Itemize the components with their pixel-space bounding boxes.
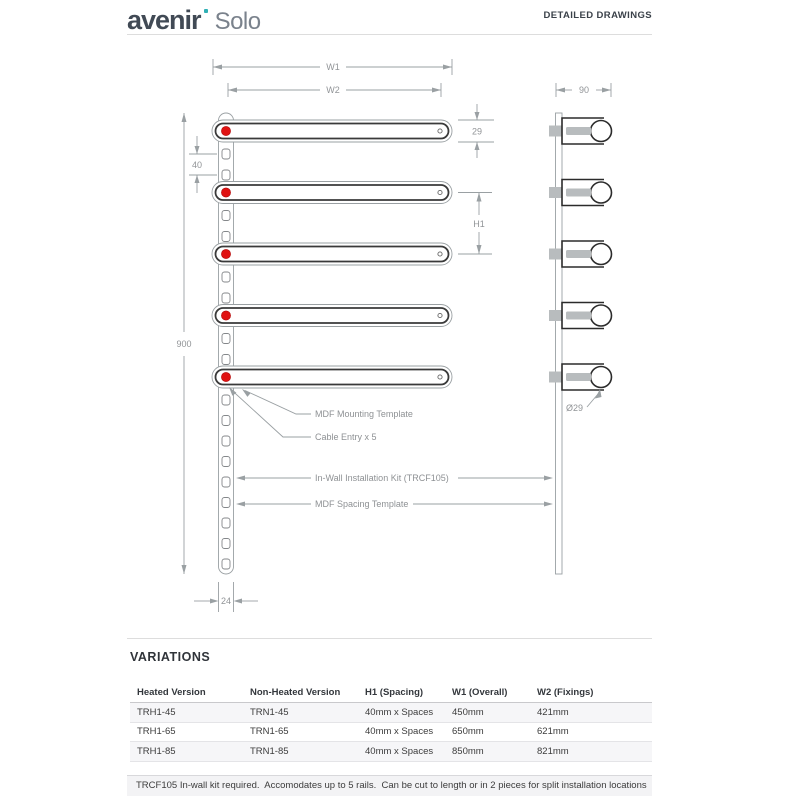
column-header-w1: W1 (Overall)	[452, 682, 537, 703]
dimension-label-900: 900	[176, 339, 192, 349]
cell-w1: 450mm	[452, 703, 537, 723]
dimension-w2	[228, 83, 441, 97]
cell-heated: TRH1-45	[130, 703, 250, 723]
dimension-rail-spacing	[458, 193, 492, 255]
dimension-w1	[213, 59, 452, 75]
section-divider	[127, 638, 652, 639]
dimension-label-24: 24	[220, 596, 232, 606]
variations-table	[130, 682, 652, 762]
column-header-nonheated: Non-Heated Version	[250, 682, 365, 703]
table-row	[130, 703, 652, 723]
dimension-hole-spacing	[189, 136, 217, 193]
rails-side	[549, 118, 612, 390]
dimension-strip-length	[176, 113, 191, 574]
column-header-h1: H1 (Spacing)	[365, 682, 452, 703]
cell-h1: 40mm x Spaces	[365, 742, 452, 762]
dimension-label-40: 40	[191, 160, 203, 170]
variations-title: VARIATIONS	[130, 650, 211, 664]
dimension-side-depth	[556, 83, 611, 97]
cell-heated: TRH1-85	[130, 742, 250, 762]
dimension-label-29: 29	[471, 126, 483, 137]
brand-name: avenir	[127, 5, 208, 35]
cell-w1: 850mm	[452, 742, 537, 762]
cell-h1: 40mm x Spaces	[365, 703, 452, 723]
dimension-rail-height	[458, 104, 494, 158]
table-header-row	[130, 682, 652, 703]
dimension-label-90: 90	[578, 85, 590, 95]
product-name: Solo	[214, 8, 261, 35]
dimension-rail-diameter	[566, 389, 602, 413]
cell-heated: TRH1-65	[130, 722, 250, 742]
dimension-label-h1: H1	[473, 219, 485, 229]
column-header-w2: W2 (Fixings)	[537, 682, 652, 703]
rails-front	[212, 120, 452, 388]
annotation-label-mounting-template: MDF Mounting Template	[315, 409, 413, 419]
annotation-label-cable-entry: Cable Entry x 5	[315, 432, 377, 442]
page-label: DETAILED DRAWINGS	[543, 10, 652, 21]
cell-w2: 421mm	[537, 703, 652, 723]
table-row	[130, 742, 652, 762]
annotation-label-inwall-kit: In-Wall Installation Kit (TRCF105)	[315, 473, 449, 483]
cell-w2: 821mm	[537, 742, 652, 762]
annotation-spacing-template	[236, 499, 553, 509]
annotation-inwall-kit	[236, 473, 553, 483]
column-header-heated: Heated Version	[130, 682, 250, 703]
cell-nonheated: TRN1-45	[250, 703, 365, 723]
annotation-mounting-template	[242, 389, 413, 419]
dimension-label-w1: W1	[326, 62, 340, 72]
wall-strip-side	[556, 113, 563, 574]
cell-nonheated: TRN1-85	[250, 742, 365, 762]
table-row	[130, 722, 652, 742]
dimension-label-dia29: Ø29	[566, 403, 584, 413]
cell-w2: 621mm	[537, 722, 652, 742]
front-view	[176, 59, 553, 612]
installation-note: TRCF105 In-wall kit required. Accomodates up to 5 rails. Can be cut to length or in 2 pieces for split installation locations	[127, 775, 652, 796]
dimension-strip-width	[194, 582, 258, 612]
cell-w1: 650mm	[452, 722, 537, 742]
annotation-label-spacing-template: MDF Spacing Template	[315, 499, 409, 509]
side-view	[549, 83, 612, 574]
cell-h1: 40mm x Spaces	[365, 722, 452, 742]
cell-nonheated: TRN1-65	[250, 722, 365, 742]
dimension-label-w2: W2	[326, 85, 340, 95]
